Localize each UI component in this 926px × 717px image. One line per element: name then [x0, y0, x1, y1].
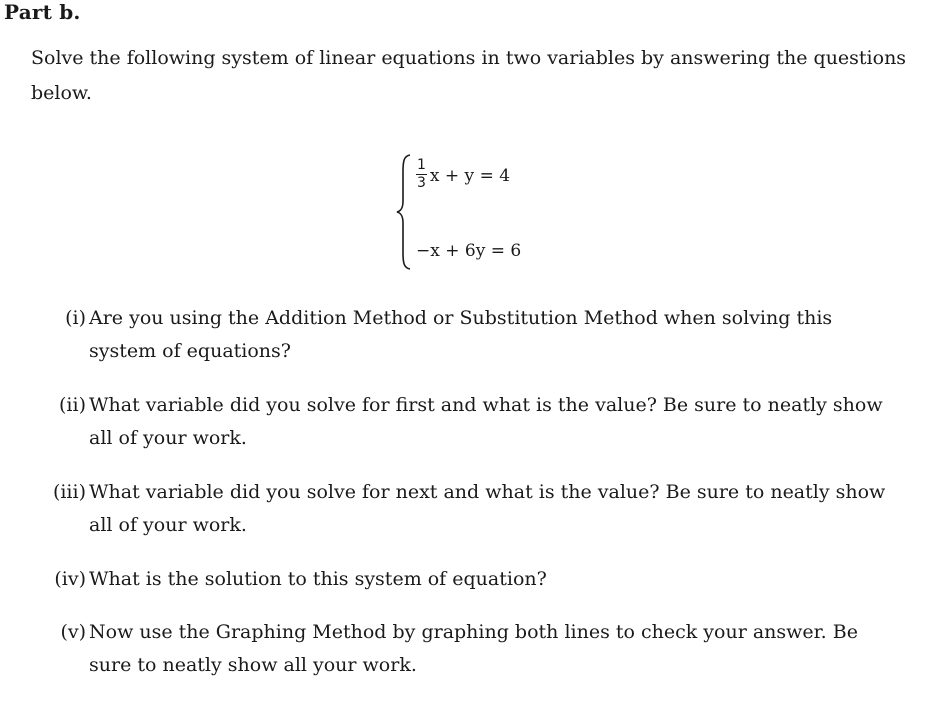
equation-1 [416, 158, 510, 191]
question-text: Now use the Graphing Method by graphing both lines to check your answer. Be sure to neatly show all your work. [89, 621, 858, 676]
fraction-numerator: 1 [417, 157, 426, 173]
question-text: What is the solution to this system of equation? [89, 568, 547, 590]
question-text: What variable did you solve for first and what is the value? Be sure to neatly show all of your work. [89, 394, 883, 449]
question-label: (v) [60, 621, 86, 643]
left-brace-icon [396, 153, 412, 271]
question-label: (i) [65, 307, 86, 329]
equation-1-rest: x + y = 4 [429, 165, 511, 186]
fraction-one-third [416, 158, 427, 191]
question-text: What variable did you solve for next and what is the value? Be sure to neatly show all of your work. [89, 481, 886, 536]
equation-2: −x + 6y = 6 [416, 241, 522, 261]
question-label: (ii) [59, 394, 86, 416]
page-title: Part b. [4, 0, 81, 24]
question-text: Are you using the Addition Method or Substitution Method when solving this system of equations? [89, 307, 833, 362]
question-label: (iv) [54, 568, 86, 590]
question-label: (iii) [52, 481, 86, 503]
fraction-denominator: 3 [417, 175, 426, 191]
equation-system [396, 153, 596, 271]
intro-paragraph: Solve the following system of linear equations in two variables by answering the questions below. [31, 47, 907, 104]
